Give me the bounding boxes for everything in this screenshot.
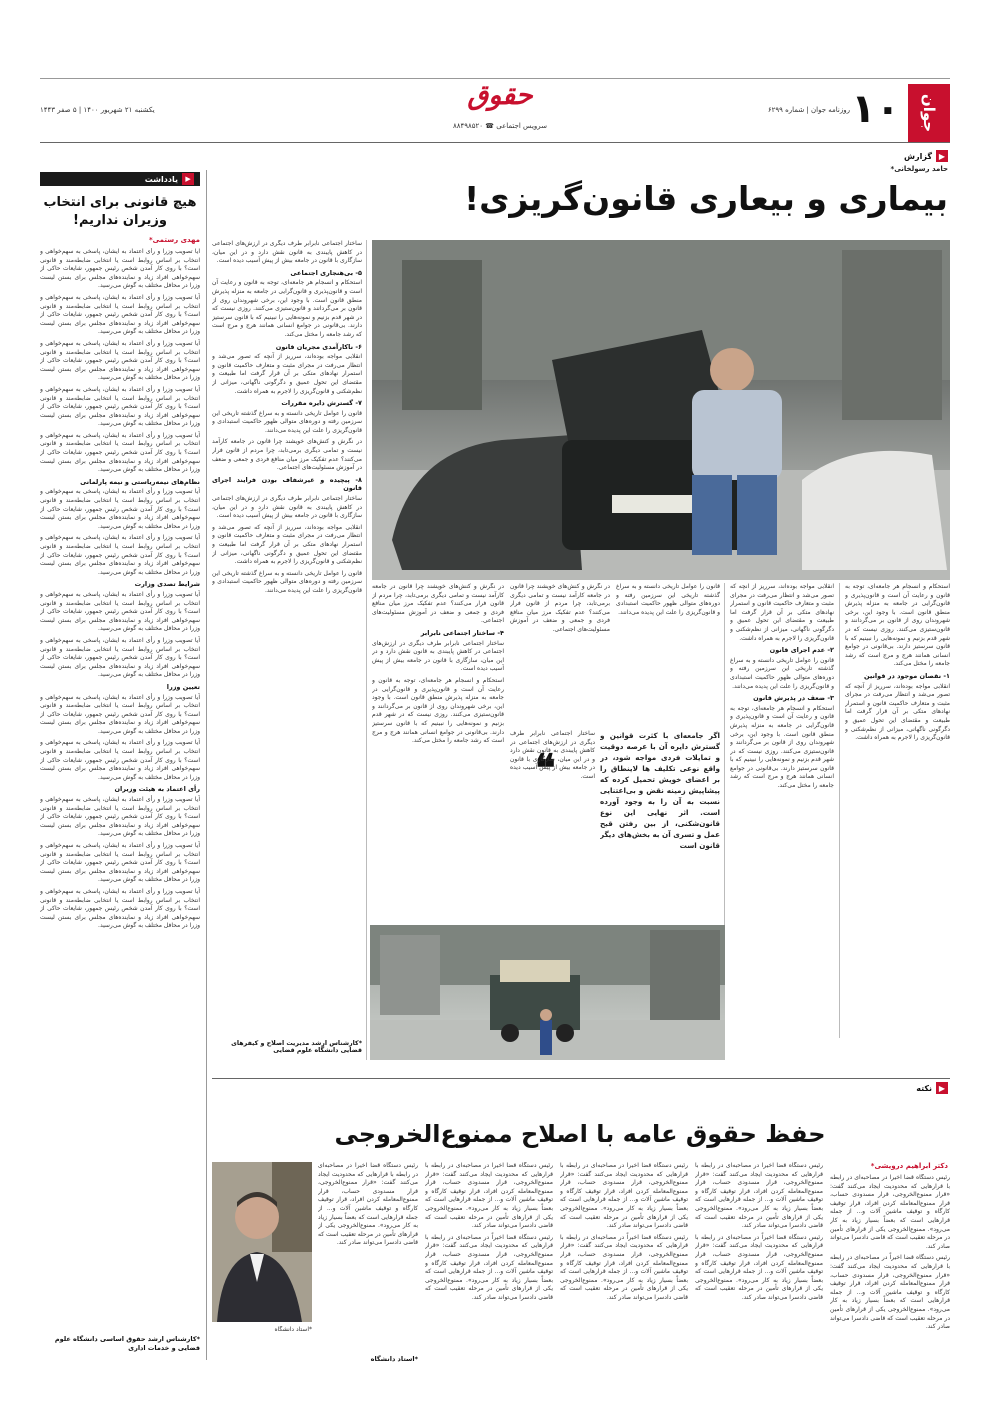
sidebar-divider xyxy=(206,170,207,1360)
section-title: حقوق xyxy=(467,80,533,111)
bottom-col-4: رئیس دستگاه قضا اخیراً در مصاحبه‌ای در رابطه با قرارهایی که محدودیت ایجاد می‌کنند گفت: «قرار ممنوع‌الخروجی، قرار مسدودی حساب، قرار ممنوع‌المعامله کردن افراد، قرار توقیف کارگاه و توقیف ماشین آلات و... از جمله قرارهایی است که بعضاً بسیار زیاد به کار می‌رود». ممنوع‌الخروجی یکی از قرارهای تأمین در مرحله تعقیب است که قاضی دادسرا می‌تواند صادر کند. رئیس دستگاه قضا اخیراً در مصاحبه‌ای در رابطه با قرارهایی که محدودیت ایجاد می‌کنند گفت: «قرار ممنوع‌الخروجی، قرار مسدودی حساب، قرار ممنوع‌المعامله کردن افراد، قرار توقیف کارگاه و توقیف ماشین آلات و... از جمله قرارهایی است که بعضاً بسیار زیاد به کار می‌رود». ممنوع‌الخروجی یکی از قرارهای تأمین در مرحله تعقیب است که قاضی دادسرا می‌تواند صادر کند. xyxy=(425,1162,553,1301)
pickup-truck-illustration xyxy=(370,925,725,1060)
kicker-icon: ▶ xyxy=(936,1082,948,1094)
masthead xyxy=(40,78,950,148)
issue-info: روزنامه جوان | شماره ۶۲۹۹ xyxy=(767,106,850,114)
main-col-1: استحکام و انسجام هر جامعه‌ای، توجه به قانون و رعایت آن است و قانون‌پذیری و قانون‌گرایی در جامعه به منزله پذیرش منطق قانون است. با وجود این، برخی شهروندان روی از قانون بر می‌گردانند و قانون‌ستیزی می‌کنند. روزی نیست که در شهر قدم بزنیم و نمونه‌هایی را نبینیم که با قانون سرستیز دارند. بی‌قانونی در جوامع انسانی همانند هرج و مرج است که رشد جامعه را مختل می‌کند. ۱- نقصان موجود در قوانین انقلابی مواجه بوده‌اند، سرریز از آنچه که تصور می‌شد و انتظار می‌رفت در مجرای مثبت و متعارف حاکمیت قانون و استمرار نهادهای متکی بر آن قرار گرفت اما طبیعت و مقتضای این تحول عمیق و دگرگونی ناگهانی، میزانی از نظم‌شکنی و قانون‌گریزی را لاجرم به همراه داشت. xyxy=(845,583,950,742)
bottom-kicker: ▶ نکته xyxy=(916,1082,948,1094)
sidebar-author: مهدی رستمی* xyxy=(148,236,200,244)
main-photo xyxy=(372,240,950,580)
bottom-author-note: *استاد دانشگاه xyxy=(370,1355,418,1363)
main-col-3: قانون را عوامل تاریخی دانسته و به سراغ گذشته تاریخی این سرزمین رفته و دوره‌های متوالی ظهور حاکمیت استبدادی و قانون‌گریزی را علت این پدیده می‌دانند. xyxy=(616,583,720,616)
portrait-illustration xyxy=(212,1162,312,1322)
page-number: ۱۰ xyxy=(851,86,900,132)
subhead: ۲- عدم اجرای قانون xyxy=(769,646,834,655)
subhead: ۶- ناکارآمدی مجریان قانون xyxy=(275,342,362,351)
bottom-headline: حفظ حقوق عامه با اصلاح ممنوع‌الخروجی xyxy=(334,1120,826,1148)
main-col-5: در نگرش و کنش‌های خویشند چرا قانون در جامعه کارآمد نیست و تمامی دیگری برمی‌تابد، چرا مردم از قانون فرار می‌کنند؟ عدم تفکیک مرز میان منافع فردی و جمعی و ضعف در آموزش مسئولیت‌های اجتماعی. ۴- ساختار اجتماعی نابرابر ساختار اجتماعی نابرابر طرف دیگری در ارزش‌های اجتماعی در کاهش پایبندی به قانون نقش دارد و در این میان، سازگاری با قانون در جامعه بیش از پیش آسیب دیده است. استحکام و انسجام هر جامعه‌ای، توجه به قانون و رعایت آن است و قانون‌پذیری و قانون‌گرایی در جامعه به منزله پذیرش منطق قانون است. با وجود این، برخی شهروندان روی از قانون بر می‌گردانند و قانون‌ستیزی می‌کنند. روزی نیست که در شهر قدم بزنیم و نمونه‌هایی را نبینیم که با قانون سرستیز دارند. بی‌قانونی در جوامع انسانی همانند هرج و مرج است که رشد جامعه را مختل می‌کند. xyxy=(372,583,504,745)
bottom-author: دکتر ابراهیم درویشی* xyxy=(870,1162,948,1170)
subhead: نظام‌های نیمه‌ریاستی و نیمه پارلمانی xyxy=(80,477,200,486)
subhead: ۸- پیچیده و غیرشفاف بودن فرایند اجرای قانون xyxy=(212,475,362,493)
pull-quote: اگر جامعه‌ای با کثرت قوانین و گسترش دایره آن با عرصه دوقیت و تمایلات فردی مواجه شود، در واقع نوعی تکلیف ها لاینطاق را بر اعضای خویش تحمیل کرده که پیشاپیش زمینه نقض و بی‌اعتنایی نسبت به آن را به وجود آورده است. اثر نهایی این نوع قانون‌شکنی، از بین رفتن قبح عمل و تسری آن به بخش‌های دیگر قانون است xyxy=(600,731,720,850)
bottom-col-6: *استاد دانشگاه xyxy=(274,1326,312,1333)
subhead: شرایط تصدی وزارت xyxy=(134,580,200,589)
kicker-icon: ▶ xyxy=(936,150,948,162)
section-subtitle: سرویس اجتماعی ☎ ۸۸۴۹۸۵۲۰ xyxy=(452,122,548,130)
main-kicker: ▶ گزارش xyxy=(904,150,948,162)
street-photo xyxy=(370,925,725,1060)
subhead: ۵- بی‌هنجاری اجتماعی xyxy=(290,268,362,277)
subhead: رأی اعتماد به هیئت وزیران xyxy=(114,785,200,794)
subhead: ۴- ساختار اجتماعی نابرابر xyxy=(420,628,504,637)
car-trunk-illustration xyxy=(372,240,950,580)
column-divider xyxy=(839,583,840,1038)
column-divider xyxy=(366,240,367,1060)
bottom-col-2: رئیس دستگاه قضا اخیراً در مصاحبه‌ای در رابطه با قرارهایی که محدودیت ایجاد می‌کنند گفت: «قرار ممنوع‌الخروجی، قرار مسدودی حساب، قرار ممنوع‌المعامله کردن افراد، قرار توقیف کارگاه و توقیف ماشین آلات و... از جمله قرارهایی است که بعضاً بسیار زیاد به کار می‌رود». ممنوع‌الخروجی یکی از قرارهای تأمین در مرحله تعقیب است که قاضی دادسرا می‌تواند صادر کند. رئیس دستگاه قضا اخیراً در مصاحبه‌ای در رابطه با قرارهایی که محدودیت ایجاد می‌کنند گفت: «قرار ممنوع‌الخروجی، قرار مسدودی حساب، قرار ممنوع‌المعامله کردن افراد، قرار توقیف کارگاه و توقیف ماشین آلات و... از جمله قرارهایی است که بعضاً بسیار زیاد به کار می‌رود». ممنوع‌الخروجی یکی از قرارهای تأمین در مرحله تعقیب است که قاضی دادسرا می‌تواند صادر کند. xyxy=(695,1162,823,1301)
subhead: ۳- ضعف در پذیرش قانون xyxy=(753,694,834,703)
date-info: یکشنبه ۲۱ شهریور ۱۴۰۰ | ۵ صفر ۱۴۴۳ xyxy=(40,106,155,114)
main-col-4: در نگرش و کنش‌های خویشند چرا قانون در جامعه کارآمد نیست و تمامی دیگری برمی‌تابد، چرا مردم از قانون فرار می‌کنند؟ عدم تفکیک مرز میان منافع فردی و جمعی و ضعف در آموزش مسئولیت‌های اجتماعی. xyxy=(510,583,610,633)
author-portrait xyxy=(212,1162,312,1322)
bottom-col-5: رئیس دستگاه قضا اخیراً در مصاحبه‌ای در رابطه با قرارهایی که محدودیت ایجاد می‌کنند گفت: «قرار ممنوع‌الخروجی، قرار مسدودی حساب، قرار ممنوع‌المعامله کردن افراد، قرار توقیف کارگاه و توقیف ماشین آلات و... از جمله قرارهایی است که بعضاً بسیار زیاد به کار می‌رود». ممنوع‌الخروجی یکی از قرارهای تأمین در مرحله تعقیب است که قاضی دادسرا می‌تواند صادر کند. xyxy=(318,1162,418,1247)
main-col-6: ساختار اجتماعی نابرابر طرف دیگری در ارزش‌های اجتماعی در کاهش پایبندی به قانون نقش دارد و در این میان، سازگاری با قانون در جامعه بیش از پیش آسیب دیده است. ۵- بی‌هنجاری اجتماعی استحکام و انسجام هر جامعه‌ای، توجه به قانون و رعایت آن است و قانون‌پذیری و قانون‌گرایی در جامعه به منزله پذیرش منطق قانون است. با وجود این، برخی شهروندان روی از قانون بر می‌گردانند و قانون‌ستیزی می‌کنند. روزی نیست که در شهر قدم بزنیم و نمونه‌هایی را نبینیم که با قانون سرستیز دارند. بی‌قانونی در جوامع انسانی همانند هرج و مرج است که رشد جامعه را مختل می‌کند. ۶- ناکارآمدی مجریان قانون انقلابی مواجه بوده‌اند، سرریز از آنچه که تصور می‌شد و انتظار می‌رفت در مجرای مثبت و متعارف حاکمیت قانون و استمرار نهادهای متکی بر آن قرار گرفت اما طبیعت و مقتضای این تحول عمیق و دگرگونی ناگهانی، میزانی از نظم‌شکنی و قانون‌گریزی را لاجرم به همراه داشت. ۷- گسترش دایره مقررات قانون را عوامل تاریخی دانسته و به سراغ گذشته تاریخی این سرزمین رفته و دوره‌های متوالی ظهور حاکمیت استبدادی و قانون‌گریزی را علت این پدیده می‌دانند. در نگرش و کنش‌های خویشند چرا قانون در جامعه کارآمد نیست و تمامی دیگری برمی‌تابد، چرا مردم از قانون فرار می‌کنند؟ عدم تفکیک مرز میان منافع فردی و جمعی و ضعف در آموزش مسئولیت‌های اجتماعی. ۸- پیچیده و غیرشفاف بودن فرایند اجرای قانون ساختار اجتماعی نابرابر طرف دیگری در ارزش‌های اجتماعی در کاهش پایبندی به قانون نقش دارد و در این میان، سازگاری با قانون در جامعه بیش از پیش آسیب دیده است. انقلابی مواجه بوده‌اند، سرریز از آنچه که تصور می‌شد و انتظار می‌رفت در مجرای مثبت و متعارف حاکمیت قانون و استمرار نهادهای متکی بر آن قرار گرفت اما طبیعت و مقتضای این تحول عمیق و دگرگونی ناگهانی، میزانی از نظم‌شکنی و قانون‌گریزی را لاجرم به همراه داشت. قانون را عوامل تاریخی دانسته و به سراغ گذشته تاریخی این سرزمین رفته و دوره‌های متوالی ظهور حاکمیت استبدادی و قانون‌گریزی را علت این پدیده می‌دانند. xyxy=(212,240,362,594)
sidebar-body: آیا تصویب وزرا و رأی اعتماد به ایشان، پاسخی به سهم‌خواهی و انتخاب بر اساس روابط است یا انتخابی ضابطه‌مند و قانونی است؟ با روی کار آمدن شخص رئیس جمهور، شایعات حاکی از سهم‌خواهی افراد زیاد و نماینده‌های مجلس برای بستن لیست وزرا در محافل مختلف به گوش می‌رسید. آیا تصویب وزرا و رأی اعتماد به ایشان، پاسخی به سهم‌خواهی و انتخاب بر اساس روابط است یا انتخابی ضابطه‌مند و قانونی است؟ با روی کار آمدن شخص رئیس جمهور، شایعات حاکی از سهم‌خواهی افراد زیاد و نماینده‌های مجلس برای بستن لیست وزرا در محافل مختلف به گوش می‌رسید. آیا تصویب وزرا و رأی اعتماد به ایشان، پاسخی به سهم‌خواهی و انتخاب بر اساس روابط است یا انتخابی ضابطه‌مند و قانونی است؟ با روی کار آمدن شخص رئیس جمهور، شایعات حاکی از سهم‌خواهی افراد زیاد و نماینده‌های مجلس برای بستن لیست وزرا در محافل مختلف به گوش می‌رسید. آیا تصویب وزرا و رأی اعتماد به ایشان، پاسخی به سهم‌خواهی و انتخاب بر اساس روابط است یا انتخابی ضابطه‌مند و قانونی است؟ با روی کار آمدن شخص رئیس جمهور، شایعات حاکی از سهم‌خواهی افراد زیاد و نماینده‌های مجلس برای بستن لیست وزرا در محافل مختلف به گوش می‌رسید. آیا تصویب وزرا و رأی اعتماد به ایشان، پاسخی به سهم‌خواهی و انتخاب بر اساس روابط است یا انتخابی ضابطه‌مند و قانونی است؟ با روی کار آمدن شخص رئیس جمهور، شایعات حاکی از سهم‌خواهی افراد زیاد و نماینده‌های مجلس برای بستن لیست وزرا در محافل مختلف به گوش می‌رسید. نظام‌های نیمه‌ریاستی و نیمه پارلمانی آیا تصویب وزرا و رأی اعتماد به ایشان، پاسخی به سهم‌خواهی و انتخاب بر اساس روابط است یا انتخابی ضابطه‌مند و قانونی است؟ با روی کار آمدن شخص رئیس جمهور، شایعات حاکی از سهم‌خواهی افراد زیاد و نماینده‌های مجلس برای بستن لیست وزرا در محافل مختلف به گوش می‌رسید. آیا تصویب وزرا و رأی اعتماد به ایشان، پاسخی به سهم‌خواهی و انتخاب بر اساس روابط است یا انتخابی ضابطه‌مند و قانونی است؟ با روی کار آمدن شخص رئیس جمهور، شایعات حاکی از سهم‌خواهی افراد زیاد و نماینده‌های مجلس برای بستن لیست وزرا در محافل مختلف به گوش می‌رسید. شرایط تصدی وزارت آیا تصویب وزرا و رأی اعتماد به ایشان، پاسخی به سهم‌خواهی و انتخاب بر اساس روابط است یا انتخابی ضابطه‌مند و قانونی است؟ با روی کار آمدن شخص رئیس جمهور، شایعات حاکی از سهم‌خواهی افراد زیاد و نماینده‌های مجلس برای بستن لیست وزرا در محافل مختلف به گوش می‌رسید. آیا تصویب وزرا و رأی اعتماد به ایشان، پاسخی به سهم‌خواهی و انتخاب بر اساس روابط است یا انتخابی ضابطه‌مند و قانونی است؟ با روی کار آمدن شخص رئیس جمهور، شایعات حاکی از سهم‌خواهی افراد زیاد و نماینده‌های مجلس برای بستن لیست وزرا در محافل مختلف به گوش می‌رسید. تعیین وزرا آیا تصویب وزرا و رأی اعتماد به ایشان، پاسخی به سهم‌خواهی و انتخاب بر اساس روابط است یا انتخابی ضابطه‌مند و قانونی است؟ با روی کار آمدن شخص رئیس جمهور، شایعات حاکی از سهم‌خواهی افراد زیاد و نماینده‌های مجلس برای بستن لیست وزرا در محافل مختلف به گوش می‌رسید. آیا تصویب وزرا و رأی اعتماد به ایشان، پاسخی به سهم‌خواهی و انتخاب بر اساس روابط است یا انتخابی ضابطه‌مند و قانونی است؟ با روی کار آمدن شخص رئیس جمهور، شایعات حاکی از سهم‌خواهی افراد زیاد و نماینده‌های مجلس برای بستن لیست وزرا در محافل مختلف به گوش می‌رسید. رأی اعتماد به هیئت وزیران آیا تصویب وزرا و رأی اعتماد به ایشان، پاسخی به سهم‌خواهی و انتخاب بر اساس روابط است یا انتخابی ضابطه‌مند و قانونی است؟ با روی کار آمدن شخص رئیس جمهور، شایعات حاکی از سهم‌خواهی افراد زیاد و نماینده‌های مجلس برای بستن لیست وزرا در محافل مختلف به گوش می‌رسید. آیا تصویب وزرا و رأی اعتماد به ایشان، پاسخی به سهم‌خواهی و انتخاب بر اساس روابط است یا انتخابی ضابطه‌مند و قانونی است؟ با روی کار آمدن شخص رئیس جمهور، شایعات حاکی از سهم‌خواهی افراد زیاد و نماینده‌های مجلس برای بستن لیست وزرا در محافل مختلف به گوش می‌رسید. آیا تصویب وزرا و رأی اعتماد به ایشان، پاسخی به سهم‌خواهی و انتخاب بر اساس روابط است یا انتخابی ضابطه‌مند و قانونی است؟ با روی کار آمدن شخص رئیس جمهور، شایعات حاکی از سهم‌خواهی افراد زیاد و نماینده‌های مجلس برای بستن لیست وزرا در محافل مختلف به گوش می‌رسید. xyxy=(40,248,200,930)
kicker-icon: ▶ xyxy=(182,173,194,185)
main-author-note: *کارشناس ارشد مدیریت اصلاح و کیفرهای قضایی دانشگاه علوم قضایی xyxy=(231,1040,362,1054)
sidebar-kicker: ▶ یادداشت xyxy=(40,172,200,186)
sidebar-headline: هیچ قانونی برای انتخاب وزیران نداریم! xyxy=(43,195,197,228)
bottom-col-3: رئیس دستگاه قضا اخیراً در مصاحبه‌ای در رابطه با قرارهایی که محدودیت ایجاد می‌کنند گفت: «قرار ممنوع‌الخروجی، قرار مسدودی حساب، قرار ممنوع‌المعامله کردن افراد، قرار توقیف کارگاه و توقیف ماشین آلات و... از جمله قرارهایی است که بعضاً بسیار زیاد به کار می‌رود». ممنوع‌الخروجی یکی از قرارهای تأمین در مرحله تعقیب است که قاضی دادسرا می‌تواند صادر کند. رئیس دستگاه قضا اخیراً در مصاحبه‌ای در رابطه با قرارهایی که محدودیت ایجاد می‌کنند گفت: «قرار ممنوع‌الخروجی، قرار مسدودی حساب، قرار ممنوع‌المعامله کردن افراد، قرار توقیف کارگاه و توقیف ماشین آلات و... از جمله قرارهایی است که بعضاً بسیار زیاد به کار می‌رود». ممنوع‌الخروجی یکی از قرارهای تأمین در مرحله تعقیب است که قاضی دادسرا می‌تواند صادر کند. xyxy=(560,1162,688,1301)
main-headline: بیماری و بیعاری قانون‌گریزی! xyxy=(464,179,948,218)
subhead: ۷- گسترش دایره مقررات xyxy=(281,399,362,408)
bottom-article-rule xyxy=(212,1078,950,1079)
bottom-col-1: رئیس دستگاه قضا اخیراً در مصاحبه‌ای در رابطه با قرارهایی که محدودیت ایجاد می‌کنند گفت: «قرار ممنوع‌الخروجی، قرار مسدودی حساب، قرار ممنوع‌المعامله کردن افراد، قرار توقیف کارگاه و توقیف ماشین آلات و... از جمله قرارهایی است که بعضاً بسیار زیاد به کار می‌رود». ممنوع‌الخروجی یکی از قرارهای تأمین در مرحله تعقیب است که قاضی دادسرا می‌تواند صادر کند. رئیس دستگاه قضا اخیراً در مصاحبه‌ای در رابطه با قرارهایی که محدودیت ایجاد می‌کنند گفت: «قرار ممنوع‌الخروجی، قرار مسدودی حساب، قرار ممنوع‌المعامله کردن افراد، قرار توقیف کارگاه و توقیف ماشین آلات و... از جمله قرارهایی است که بعضاً بسیار زیاد به کار می‌رود». ممنوع‌الخروجی یکی از قرارهای تأمین در مرحله تعقیب است که قاضی دادسرا می‌تواند صادر کند. xyxy=(830,1174,950,1331)
masthead-bottom-rule xyxy=(40,142,950,143)
main-author: حامد رسولخانی* xyxy=(890,165,948,173)
sidebar-author-note: *کارشناس ارشد حقوق اساسی دانشگاه علوم قضایی و خدمات اداری xyxy=(54,1335,200,1352)
quote-mark-icon: ❝ xyxy=(535,745,556,790)
masthead-top-rule xyxy=(40,78,950,79)
subhead: تعیین وزرا xyxy=(166,682,200,691)
main-col-4b: ساختار اجتماعی نابرابر طرف دیگری در ارزش‌های اجتماعی در کاهش پایبندی به قانون نقش دارد و در این میان، سازگاری با قانون در جامعه بیش از پیش آسیب دیده است. xyxy=(510,730,595,780)
subhead: ۱- نقصان موجود در قوانین xyxy=(863,671,950,680)
main-col-2: انقلابی مواجه بوده‌اند، سرریز از آنچه که تصور می‌شد و انتظار می‌رفت در مجرای مثبت و متعارف حاکمیت قانون و استمرار نهادهای متکی بر آن قرار گرفت اما طبیعت و مقتضای این تحول عمیق و دگرگونی ناگهانی، میزانی از نظم‌شکنی و قانون‌گریزی را لاجرم به همراه داشت. ۲- عدم اجرای قانون قانون را عوامل تاریخی دانسته و به سراغ گذشته تاریخی این سرزمین رفته و دوره‌های متوالی ظهور حاکمیت استبدادی و قانون‌گریزی را علت این پدیده می‌دانند. ۳- ضعف در پذیرش قانون استحکام و انسجام هر جامعه‌ای، توجه به قانون و رعایت آن است و قانون‌پذیری و قانون‌گرایی در جامعه به منزله پذیرش منطق قانون است. با وجود این، برخی شهروندان روی از قانون بر می‌گردانند و قانون‌ستیزی می‌کنند. روزی نیست که در شهر قدم بزنیم و نمونه‌هایی را نبینیم که با قانون سرستیز دارند. بی‌قانونی در جوامع انسانی همانند هرج و مرج است که رشد جامعه را مختل می‌کند. xyxy=(730,583,834,790)
brand-logo: جوان xyxy=(908,84,950,142)
